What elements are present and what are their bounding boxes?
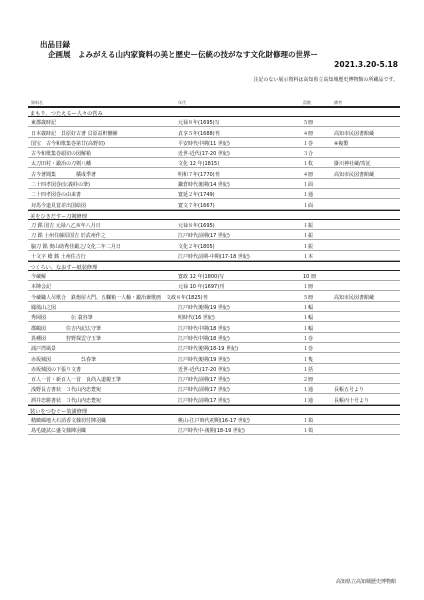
ownership-note: 注記のない展示資料は高知県立高知城歴史博物館の所蔵品です。: [253, 77, 398, 83]
item-name: 二十四孝図巻(伝義経の筆): [31, 182, 90, 189]
item-date: 貞享５年(1688)刊: [178, 130, 220, 137]
column-qty: 員数: [303, 100, 311, 105]
item-name: 百人一首・新百人一首 良尚入道親王筆: [31, 377, 122, 384]
list-item: [28, 302, 400, 312]
item-note: 高知市民図書館蔵: [334, 171, 375, 178]
list-item: [28, 281, 400, 291]
item-name: 古今和歌集巻頭切の図解箱: [31, 151, 92, 158]
item-name: 浅野長吉書状 ３代山内忠豊宛: [31, 387, 102, 394]
section-header: [28, 405, 400, 415]
section-title: 美をひきだすー刀剣修理: [30, 213, 87, 220]
item-name: 二十四孝図巻の由来書: [31, 192, 82, 199]
item-quantity: １巻: [303, 346, 314, 353]
item-name: 赤坂城図 呉春筆: [31, 356, 97, 363]
item-name: 太刀田村・鍛冶の刀剣八幡: [31, 161, 92, 168]
list-item: [28, 353, 400, 363]
list-item: [28, 394, 400, 404]
item-quantity: ２冊: [303, 377, 314, 384]
item-quantity: １巻: [303, 335, 314, 342]
item-quantity: １面: [303, 202, 314, 209]
item-quantity: １振: [303, 222, 314, 229]
item-name: 今蔵職人尽歌合 鉄炮屋大門、五欄箱一人軸・鍛冶兼歌画 文政８年(1825)刊: [31, 294, 208, 301]
list-item: [28, 291, 400, 301]
list-item: [28, 425, 400, 435]
item-name: 赤坂城図の下張り文書: [31, 366, 82, 373]
item-quantity: １面: [303, 182, 314, 189]
item-quantity: １枚: [303, 161, 314, 168]
item-date: 江戸時代中-後期(18-19 世紀): [178, 428, 245, 435]
item-quantity: ５冊: [303, 120, 314, 127]
list-item: [28, 148, 400, 158]
item-date: 寛文７年(1667): [178, 202, 215, 209]
list-item: [28, 179, 400, 189]
item-name: 秀岡図 伝 蓑谷筆: [31, 315, 93, 322]
item-name: 国宝 古今和歌集巻第廿(高野切): [31, 140, 105, 147]
item-date: 江戸時代前期(17 世紀): [178, 397, 230, 404]
list-item: [28, 220, 400, 230]
item-date: 桃山-江戸時代初期(16-17 世紀): [178, 418, 250, 425]
item-date: 文化２年(1805): [178, 243, 215, 250]
item-date: 明時代(16 世紀): [178, 315, 215, 322]
list-item: [28, 343, 400, 353]
column-note: 備考: [334, 100, 342, 105]
item-quantity: １本: [303, 253, 314, 260]
item-note: ※複製: [334, 140, 349, 147]
list-item: [28, 322, 400, 332]
column-date: 年代: [178, 100, 186, 105]
item-date: 平安時代中期(11 世紀): [178, 140, 230, 147]
item-name: 刀 銘 土州住藤原国吉 於武州作之: [31, 233, 106, 240]
item-quantity: １冊: [303, 284, 314, 291]
item-date: 寛政 12 年(1800)写: [178, 274, 225, 281]
exhibit-list: [28, 98, 400, 435]
item-quantity: ３合: [303, 151, 314, 158]
list-item: [28, 271, 400, 281]
item-note: 高知市民図書館蔵: [334, 130, 375, 137]
item-quantity: ５冊: [303, 294, 314, 301]
item-name: 対馬今道見覚差出国絵図: [31, 202, 87, 209]
section-header: [28, 261, 400, 271]
item-name: 十文字 槍 銘 土州住吉行: [31, 253, 86, 260]
item-date: 江戸時代中期(18 世紀): [178, 335, 230, 342]
item-name: 日本歳時記 貝原好古著 貝原益軒刪補: [31, 130, 118, 137]
item-date: 江戸時代前期-中期(17-18 世紀): [178, 253, 250, 260]
list-item: [28, 138, 400, 148]
item-name: 東郡歳時記: [31, 120, 57, 127]
item-quantity: １通: [303, 387, 314, 394]
item-name: 刀 銘 国吉 元禄八乙亥年八月日: [31, 222, 101, 229]
item-name: 浦戸湾風景: [31, 346, 57, 353]
title-block: [40, 40, 400, 84]
item-note: 掛川神社蔵/寄託: [334, 161, 371, 168]
item-date: 鎌倉時代後期(14 世紀): [178, 182, 230, 189]
item-quantity: １幅: [303, 315, 314, 322]
item-date: 元禄８年(1695): [178, 222, 215, 229]
item-quantity: 10 冊: [303, 274, 316, 281]
item-date: 元禄 10 年(1697)刊: [178, 284, 225, 291]
list-label: 出品目録: [40, 40, 70, 49]
list-item: [28, 364, 400, 374]
list-item: [28, 199, 400, 209]
item-quantity: ４冊: [303, 171, 314, 178]
item-quantity: １振: [303, 233, 314, 240]
list-item: [28, 384, 400, 394]
item-name: 異種図 狩野探雲守玉筆: [31, 335, 102, 342]
item-date: 江戸時代後期(19 世紀): [178, 305, 230, 312]
item-note: 長帳丙十号より: [334, 397, 370, 404]
section-header: [28, 107, 400, 117]
exhibition-title: 企画展 よみがえる山内家資料の美と歴史ー伝統の技がなす文化財修理の世界ー: [48, 50, 318, 59]
item-name: 郡鶴図 住吉内記広守筆: [31, 325, 102, 332]
item-name: 精緻綿地大石消香文様切付陣羽織: [31, 418, 107, 425]
item-name: 本陣会記: [31, 284, 52, 291]
item-date: 近世-近代(17-20 世紀): [178, 151, 230, 158]
item-date: 近世-近代(17-20 世紀): [178, 366, 230, 373]
item-name: 鳳凰山之図: [31, 305, 57, 312]
section-title: 装いをつむぐー装潢修理: [30, 408, 88, 415]
item-quantity: １通: [303, 192, 314, 199]
list-item: [28, 189, 400, 199]
item-date: 江戸時代前期(17 世紀): [178, 233, 230, 240]
item-quantity: １隻: [303, 356, 314, 363]
item-date: 寛延２年(1749): [178, 192, 215, 199]
item-quantity: １幅: [303, 305, 314, 312]
item-name: 古今著聞集 橘成季著: [31, 171, 97, 178]
list-item: [28, 158, 400, 168]
list-item: [28, 415, 400, 425]
item-date: 江戸時代中期(18 世紀): [178, 325, 230, 332]
list-item: [28, 374, 400, 384]
section-header: [28, 210, 400, 220]
item-quantity: １領: [303, 418, 314, 425]
item-quantity: １幅: [303, 325, 314, 332]
section-title: まもり、つたえるー人々の営み: [30, 111, 103, 117]
list-item: [28, 168, 400, 178]
item-quantity: １領: [303, 428, 314, 435]
item-name: 今蔵解: [31, 274, 47, 281]
item-note: 高知市民図書館蔵: [334, 294, 375, 301]
section-title: つくろい、なおすー紙装修理: [30, 264, 98, 271]
item-date: 文化 12 年(1815): [178, 161, 220, 168]
list-item: [28, 333, 400, 343]
item-name: 脇刀 銘 奥山助秀佳鍛之/文化二年二月日: [31, 243, 121, 250]
item-quantity: １巻: [303, 140, 314, 147]
item-date: 江戸時代後期(18-19 世紀): [178, 346, 239, 353]
item-note: 長帳五号より: [334, 387, 365, 394]
item-quantity: ４冊: [303, 130, 314, 137]
list-item: [28, 251, 400, 261]
item-quantity: １振: [303, 243, 314, 250]
item-date: 明和７年(1770)刊: [178, 171, 220, 178]
list-item: [28, 117, 400, 127]
item-date: 江戸時代前期(17 世紀): [178, 377, 230, 384]
list-item: [28, 312, 400, 322]
item-date: 元禄８年(1695)写: [178, 120, 220, 127]
museum-credit: 高知県立高知城歴史博物館: [335, 579, 396, 585]
list-item: [28, 230, 400, 240]
column-name: 資料名: [31, 100, 43, 105]
item-date: 江戸時代前期(17 世紀): [178, 387, 230, 394]
item-quantity: １括: [303, 366, 314, 373]
exhibition-dates: 2021.3.20-5.18: [334, 60, 398, 69]
item-name: 酒井忠勝書状 ３代山内忠豊宛: [31, 397, 102, 404]
item-name: 鳥毛縫試に盛文様陣羽織: [31, 428, 87, 435]
column-header: [28, 98, 400, 107]
item-quantity: １通: [303, 397, 314, 404]
list-item: [28, 127, 400, 137]
item-date: 江戸時代後期(19 世紀): [178, 356, 230, 363]
list-item: [28, 240, 400, 250]
